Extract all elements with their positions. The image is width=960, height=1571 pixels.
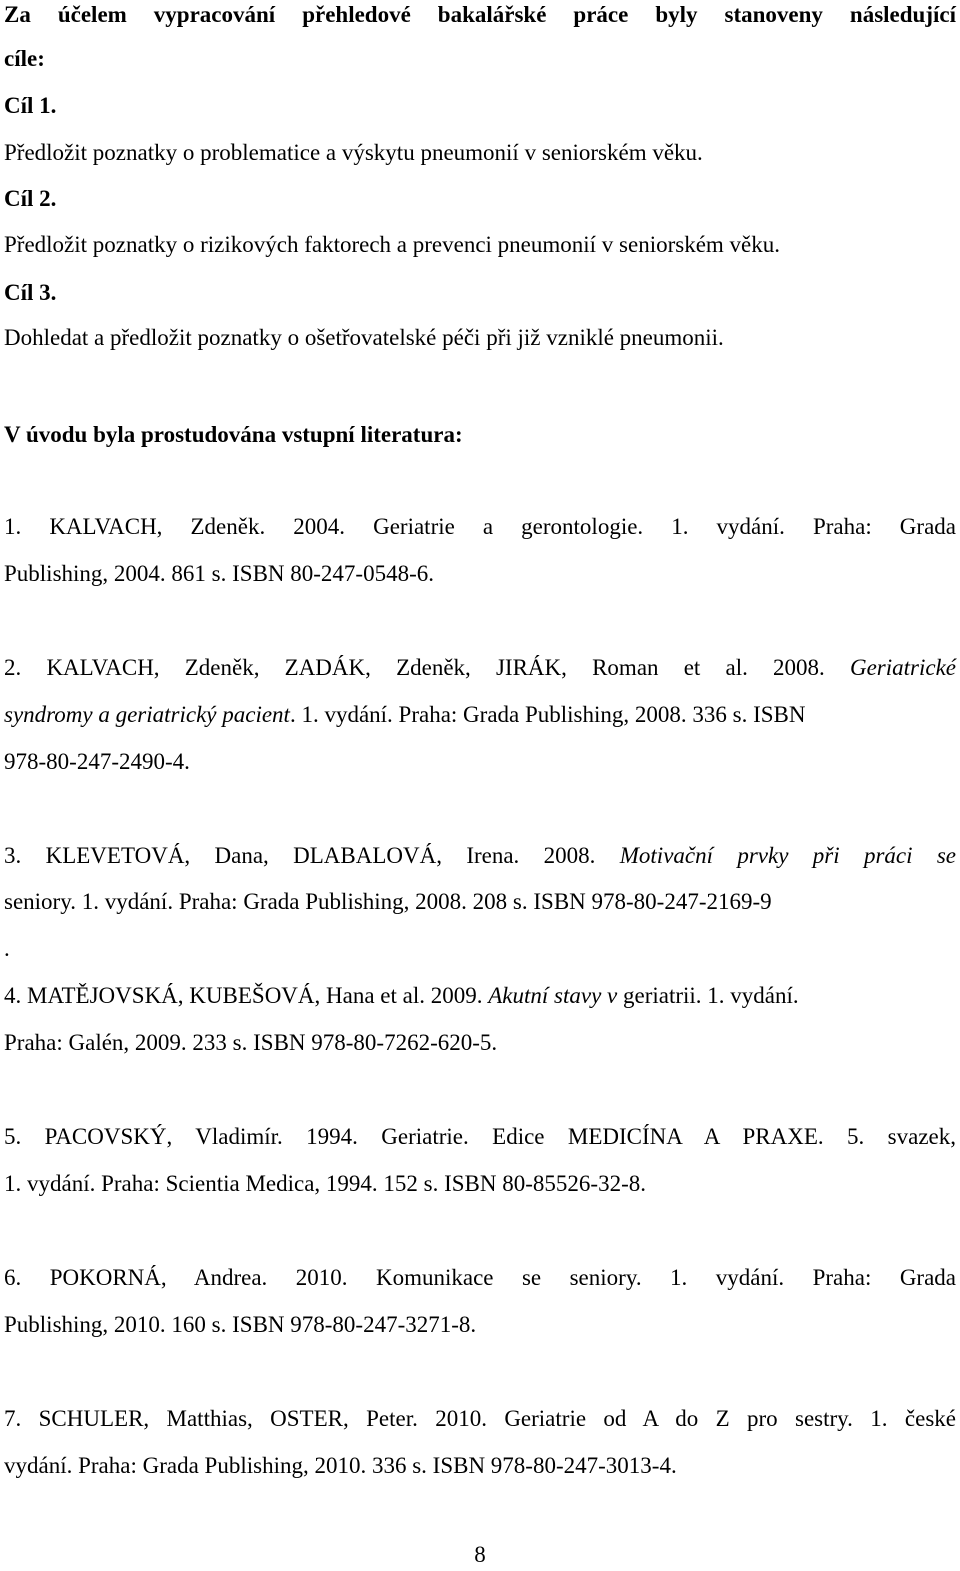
reference-2-title-part-2: syndromy a geriatrický pacient <box>4 702 290 727</box>
reference-4-title-rest: geriatrii. 1. vydání. <box>617 983 799 1008</box>
reference-2-line-3: 978-80-247-2490-4. <box>4 749 190 774</box>
goal-1-text: Předložit poznatky o problematice a výskytu pneumonií v seniorském věku. <box>4 140 703 165</box>
reference-4-title: Akutní stavy v <box>488 983 618 1008</box>
reference-6-line-2: Publishing, 2010. 160 s. ISBN 978-80-247-3271-8. <box>4 1312 477 1337</box>
reference-2-publication: . 1. vydání. Praha: Grada Publishing, 2008. 336 s. ISBN <box>289 702 806 727</box>
reference-3-authors: 3. KLEVETOVÁ, Dana, DLABALOVÁ, Irena. 2008. <box>4 843 620 868</box>
reference-2-line-2 <box>4 700 956 730</box>
reference-7-line-1: 7. SCHULER, Matthias, OSTER, Peter. 2010. Geriatrie od A do Z pro sestry. 1. české <box>4 1406 956 1431</box>
goal-2-label: Cíl 2. <box>4 186 57 211</box>
reference-5-line-2: 1. vydání. Praha: Scientia Medica, 1994. 152 s. ISBN 80-85526-32-8. <box>4 1171 646 1196</box>
goal-3-text: Dohledat a předložit poznatky o ošetřovatelské péči při již vzniklé pneumonii. <box>4 325 724 350</box>
reference-1-line-1: 1. KALVACH, Zdeněk. 2004. Geriatrie a gerontologie. 1. vydání. Praha: Grada <box>4 514 956 539</box>
goal-2-text: Předložit poznatky o rizikových faktorech a prevenci pneumonií v seniorském věku. <box>4 232 781 257</box>
reference-3-line-2: seniory. 1. vydání. Praha: Grada Publishing, 2008. 208 s. ISBN 978-80-247-2169-9 <box>4 889 772 914</box>
reference-4-line-1 <box>4 981 956 1011</box>
page-number: 8 <box>474 1542 486 1567</box>
goals-intro-line-2: cíle: <box>4 46 45 71</box>
goal-1-label: Cíl 1. <box>4 93 57 118</box>
reference-3-title: Motivační prvky při práci se <box>619 843 956 868</box>
literature-heading: V úvodu byla prostudována vstupní literatura: <box>4 422 463 447</box>
goal-3-label: Cíl 3. <box>4 280 57 305</box>
reference-2-line-1 <box>4 653 956 683</box>
reference-3-line-1 <box>4 841 956 871</box>
reference-6-line-1: 6. POKORNÁ, Andrea. 2010. Komunikace se seniory. 1. vydání. Praha: Grada <box>4 1265 956 1290</box>
goals-intro-line-1: Za účelem vypracování přehledové bakalářské práce byly stanoveny následující <box>4 2 956 27</box>
reference-2-title-part-1: Geriatrické <box>849 655 956 680</box>
reference-2-authors: 2. KALVACH, Zdeněk, ZADÁK, Zdeněk, JIRÁK, Roman et al. 2008. <box>4 655 850 680</box>
reference-4-line-2: Praha: Galén, 2009. 233 s. ISBN 978-80-7262-620-5. <box>4 1030 498 1055</box>
reference-1-line-2: Publishing, 2004. 861 s. ISBN 80-247-0548-6. <box>4 561 434 586</box>
reference-7-line-2: vydání. Praha: Grada Publishing, 2010. 336 s. ISBN 978-80-247-3013-4. <box>4 1453 677 1478</box>
reference-4-authors: 4. MATĚJOVSKÁ, KUBEŠOVÁ, Hana et al. 2009. <box>4 983 489 1008</box>
reference-5-line-1: 5. PACOVSKÝ, Vladimír. 1994. Geriatrie. Edice MEDICÍNA A PRAXE. 5. svazek, <box>4 1124 956 1149</box>
reference-3-line-3: . <box>4 936 10 961</box>
